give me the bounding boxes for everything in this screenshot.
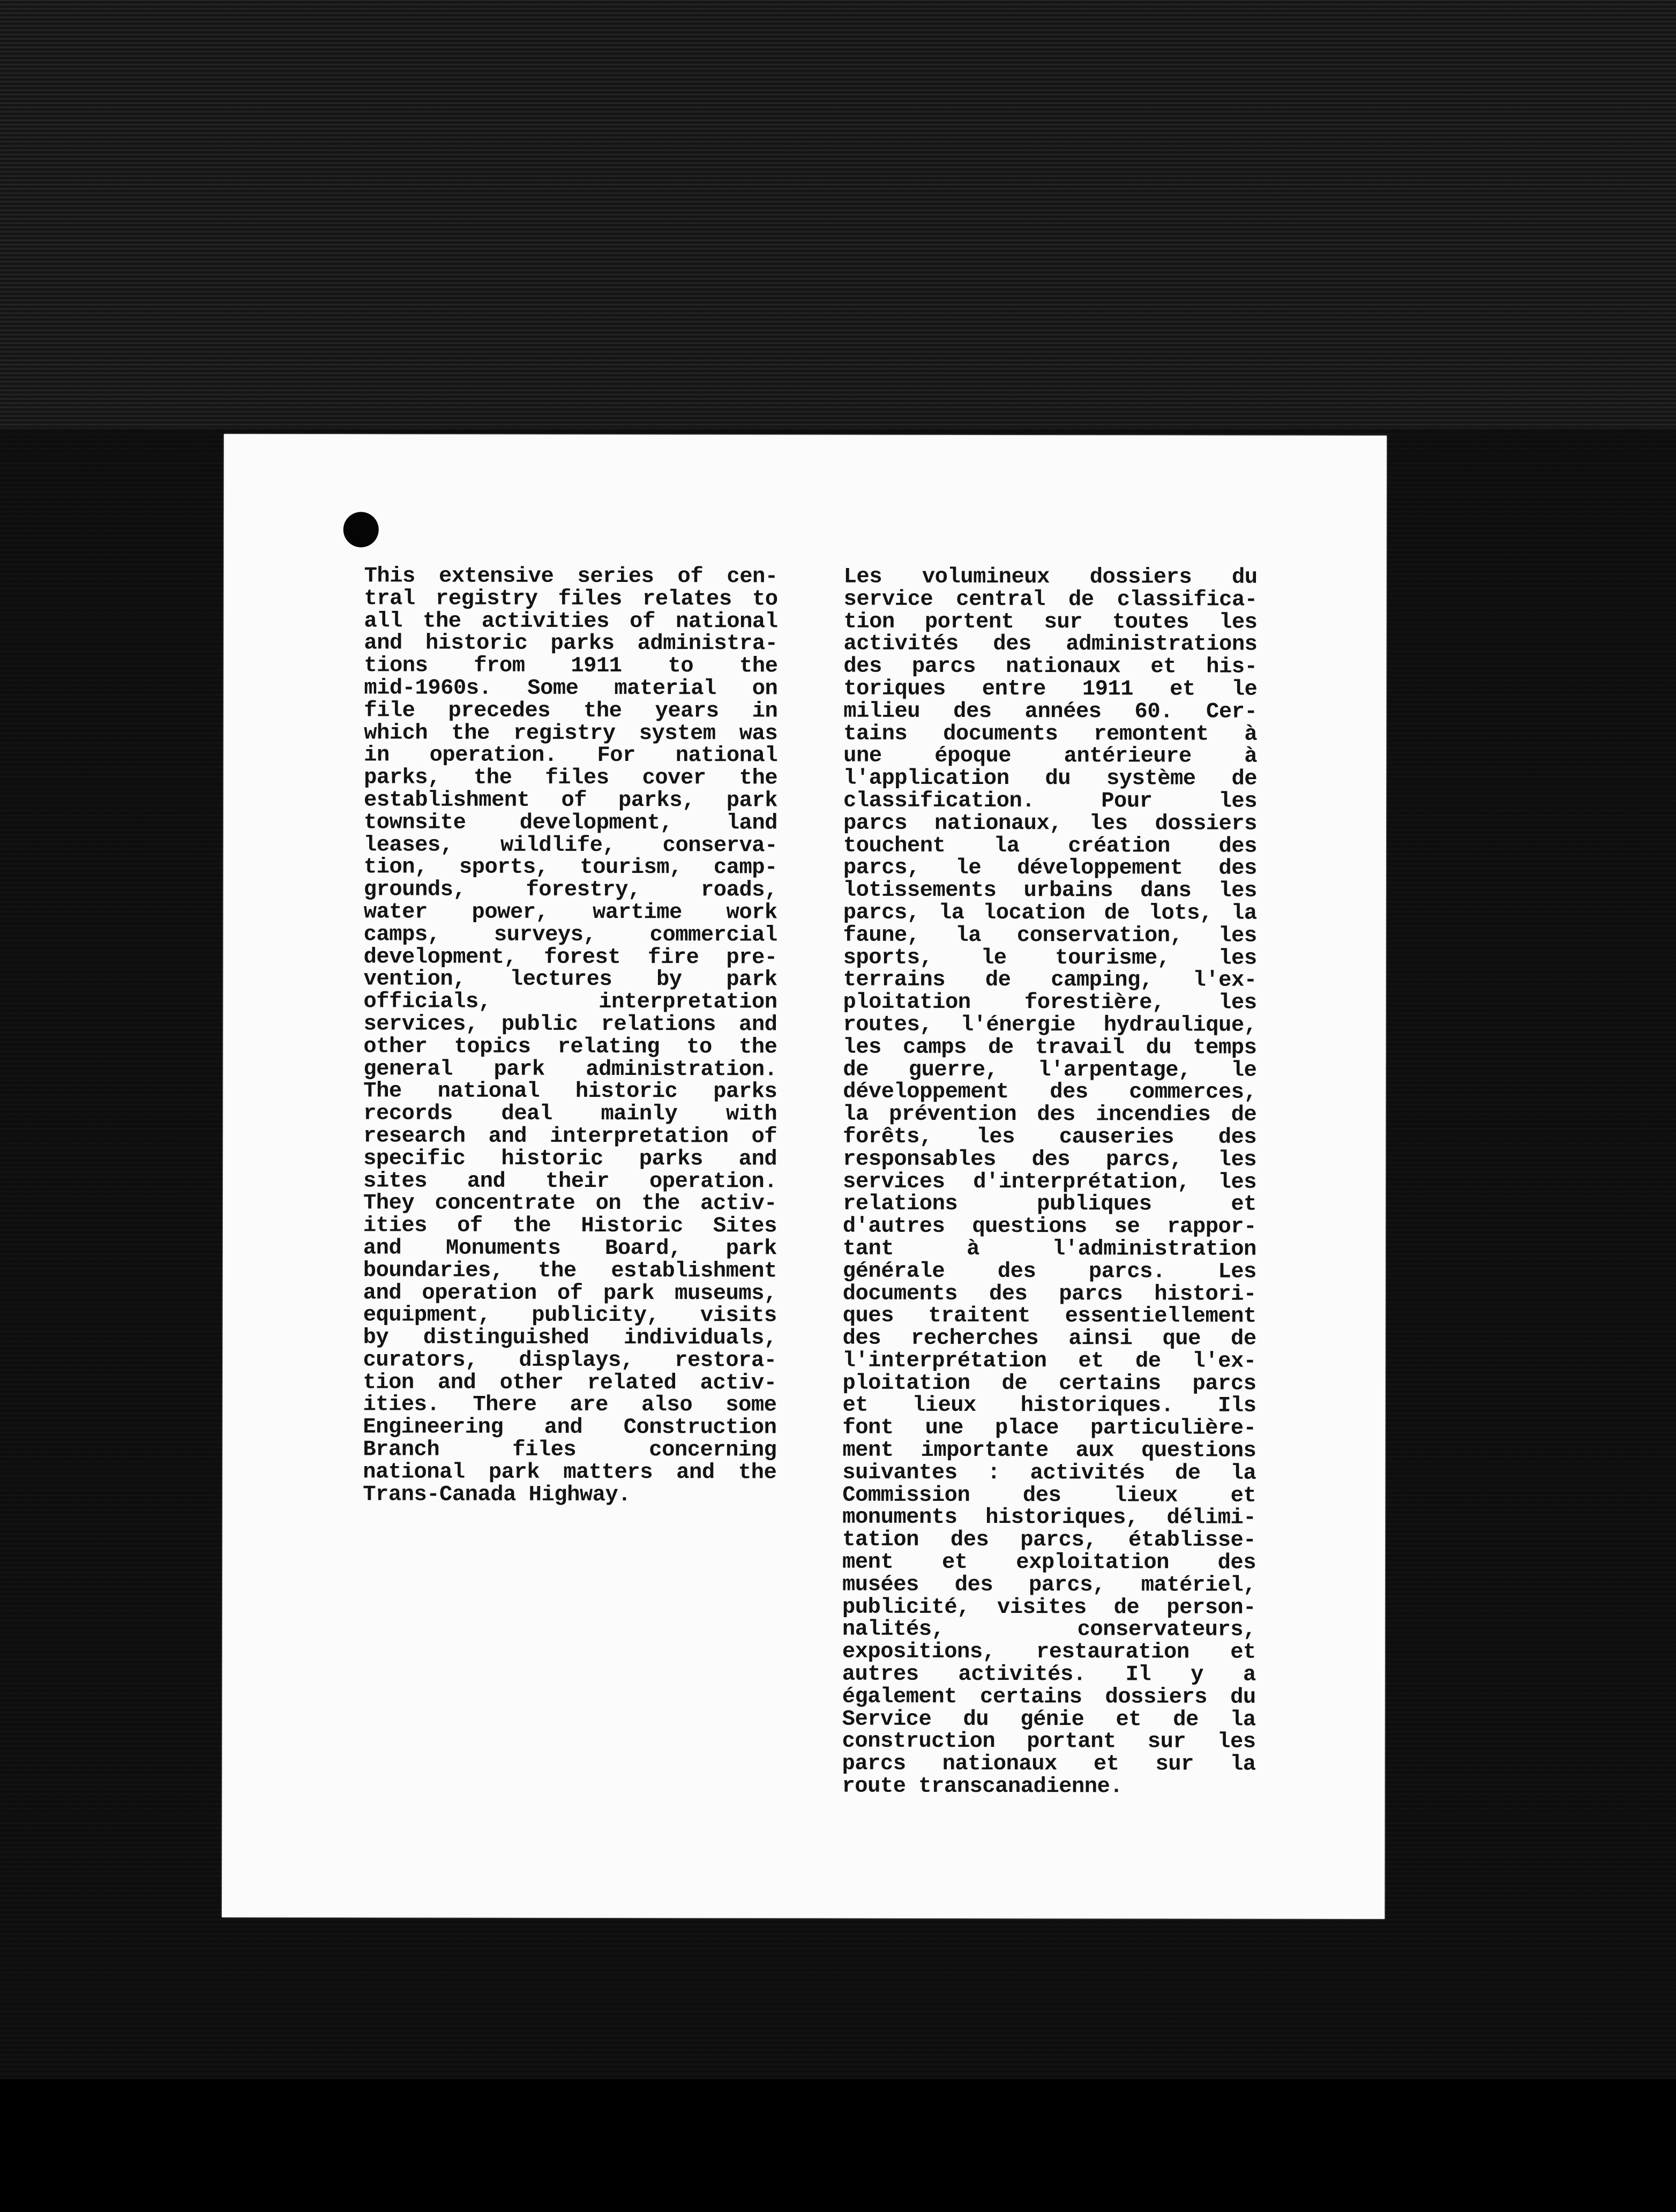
english-text-line: development, forest fire pre-: [363, 944, 777, 970]
french-text-line: et lieux historiques. Ils: [842, 1393, 1256, 1419]
french-text-line: tains documents remontent à: [843, 721, 1258, 747]
english-text-line: all the activities of national: [364, 608, 778, 634]
english-text-line: Trans-Canada Highway.: [363, 1482, 631, 1507]
english-text-line: records deal mainly with: [363, 1101, 777, 1127]
english-text-line: tions from 1911 to the: [364, 653, 778, 679]
document-page: [222, 434, 1387, 1919]
french-text-line: de guerre, l'arpentage, le: [843, 1057, 1257, 1083]
french-text-line: font une place particulière-: [842, 1415, 1256, 1441]
french-text-line: Commission des lieux et: [842, 1483, 1256, 1508]
french-text-line: documents des parcs histori-: [842, 1281, 1256, 1307]
english-text-line: grounds, forestry, roads,: [363, 877, 777, 903]
french-text-line: parcs nationaux, les dossiers: [843, 811, 1258, 836]
french-text-line: sports, le tourisme, les: [843, 945, 1257, 971]
english-text-line: specific historic parks and: [363, 1146, 777, 1172]
french-text-line: parcs nationaux et sur la: [842, 1751, 1256, 1777]
french-text-line: la prévention des incendies de: [843, 1102, 1257, 1127]
french-text-line: milieu des années 60. Cer-: [843, 699, 1258, 724]
french-text-line: des parcs nationaux et his-: [843, 654, 1258, 679]
french-text-line: les camps de travail du temps: [843, 1035, 1257, 1060]
french-text-line: autres activités. Il y a: [842, 1662, 1256, 1687]
french-text-line: route transcanadienne.: [842, 1774, 1123, 1799]
french-text-line: musées des parcs, matériel,: [842, 1572, 1256, 1598]
english-text-line: research and interpretation of: [363, 1124, 777, 1149]
french-text-line: générale des parcs. Les: [842, 1259, 1256, 1284]
english-text-line: Engineering and Construction: [363, 1415, 777, 1440]
english-text-line: boundaries, the establishment: [363, 1258, 777, 1284]
french-text-line: tant à l'administration: [842, 1236, 1256, 1262]
french-text-line: ploitation de certains parcs: [842, 1371, 1256, 1396]
french-text-line: relations publiques et: [842, 1191, 1257, 1217]
english-text-line: ities of the Historic Sites: [363, 1213, 777, 1239]
english-text-line: in operation. For national: [364, 743, 778, 768]
english-text-line: curators, displays, restora-: [363, 1348, 777, 1373]
english-text-line: sites and their operation.: [363, 1168, 777, 1194]
french-text-line: activités des administrations: [843, 632, 1258, 657]
french-text-line: lotissements urbains dans les: [843, 878, 1257, 903]
english-text-line: and operation of park museums,: [363, 1280, 777, 1306]
french-text-line: l'application du système de: [843, 766, 1258, 791]
french-text-line: routes, l'énergie hydraulique,: [843, 1012, 1257, 1038]
french-text-line: faune, la conservation, les: [843, 923, 1257, 948]
english-text-line: general park administration.: [363, 1056, 777, 1082]
french-text-line: Les volumineux dossiers du: [843, 564, 1258, 590]
french-text-line: ment et exploitation des: [842, 1550, 1256, 1575]
french-text-line: forêts, les causeries des: [843, 1124, 1257, 1150]
french-text-line: services d'interprétation, les: [843, 1169, 1257, 1195]
french-text-line: également certains dossiers du: [842, 1684, 1256, 1710]
english-text-line: tion, sports, tourism, camp-: [363, 855, 777, 880]
english-text-line: file precedes the years in: [364, 698, 778, 724]
english-text-line: equipment, publicity, visits: [363, 1303, 777, 1328]
english-text-line: leases, wildlife, conserva-: [363, 832, 777, 858]
french-text-line: des recherches ainsi que de: [842, 1326, 1256, 1351]
english-text-line: national park matters and the: [363, 1460, 777, 1485]
french-text-line: responsables des parcs, les: [843, 1147, 1257, 1172]
french-text-line: classification. Pour les: [843, 788, 1258, 814]
french-text-line: ploitation forestière, les: [843, 990, 1257, 1015]
english-text-line: officials, interpretation: [363, 989, 777, 1015]
french-text-line: une époque antérieure à: [843, 743, 1258, 769]
scan-background-bottom: [0, 2079, 1676, 2212]
french-text-line: publicité, visites de person-: [842, 1595, 1256, 1620]
english-text-line: other topics relating to the: [363, 1034, 777, 1060]
english-text-line: tral registry files relates to: [364, 586, 778, 612]
english-text-line: by distinguished individuals,: [363, 1325, 777, 1351]
french-text-line: tion portent sur toutes les: [843, 609, 1258, 635]
english-text-line: The national historic parks: [363, 1079, 777, 1104]
english-column: [363, 565, 777, 1507]
french-text-line: terrains de camping, l'ex-: [843, 967, 1257, 993]
english-text-line: water power, wartime work: [363, 900, 777, 925]
scan-background-top: [0, 0, 1676, 429]
french-text-line: parcs, la location de lots, la: [843, 900, 1257, 926]
french-text-line: service central de classifica-: [843, 587, 1258, 612]
french-text-line: tation des parcs, établisse-: [842, 1527, 1256, 1553]
english-text-line: They concentrate on the activ-: [363, 1191, 777, 1216]
french-text-line: touchent la création des: [843, 833, 1257, 859]
english-text-line: parks, the files cover the: [364, 765, 778, 791]
french-text-line: nalités, conservateurs,: [842, 1617, 1256, 1643]
english-text-line: This extensive series of cen-: [364, 564, 778, 589]
english-text-line: establishment of parks, park: [364, 788, 778, 813]
french-text-line: l'interprétation et de l'ex-: [842, 1348, 1256, 1374]
french-text-line: parcs, le développement des: [843, 855, 1257, 881]
english-text-line: tion and other related activ-: [363, 1370, 777, 1396]
french-column: [842, 566, 1257, 1799]
english-text-line: and Monuments Board, park: [363, 1236, 777, 1261]
english-text-line: and historic parks administra-: [364, 631, 778, 656]
english-text-line: services, public relations and: [363, 1012, 777, 1037]
french-text-line: expositions, restauration et: [842, 1639, 1256, 1665]
french-text-line: toriques entre 1911 et le: [843, 676, 1258, 702]
french-text-line: construction portant sur les: [842, 1729, 1256, 1755]
english-text-line: ities. There are also some: [363, 1392, 777, 1418]
english-text-line: Branch files concerning: [363, 1437, 777, 1463]
punch-hole: [343, 512, 379, 547]
english-text-line: which the registry system was: [364, 720, 778, 746]
french-text-line: d'autres questions se rappor-: [842, 1214, 1256, 1239]
english-text-line: camps, surveys, commercial: [363, 922, 777, 948]
french-text-line: suivantes : activités de la: [842, 1460, 1256, 1486]
french-text-line: Service du génie et de la: [842, 1707, 1256, 1732]
french-text-line: ques traitent essentiellement: [842, 1303, 1256, 1329]
french-text-line: monuments historiques, délimi-: [842, 1505, 1256, 1531]
english-text-line: mid-1960s. Some material on: [364, 676, 778, 701]
french-text-line: développement des commerces,: [843, 1079, 1257, 1105]
english-text-line: townsite development, land: [363, 810, 778, 836]
english-text-line: vention, lectures by park: [363, 967, 777, 992]
french-text-line: ment importante aux questions: [842, 1438, 1256, 1463]
